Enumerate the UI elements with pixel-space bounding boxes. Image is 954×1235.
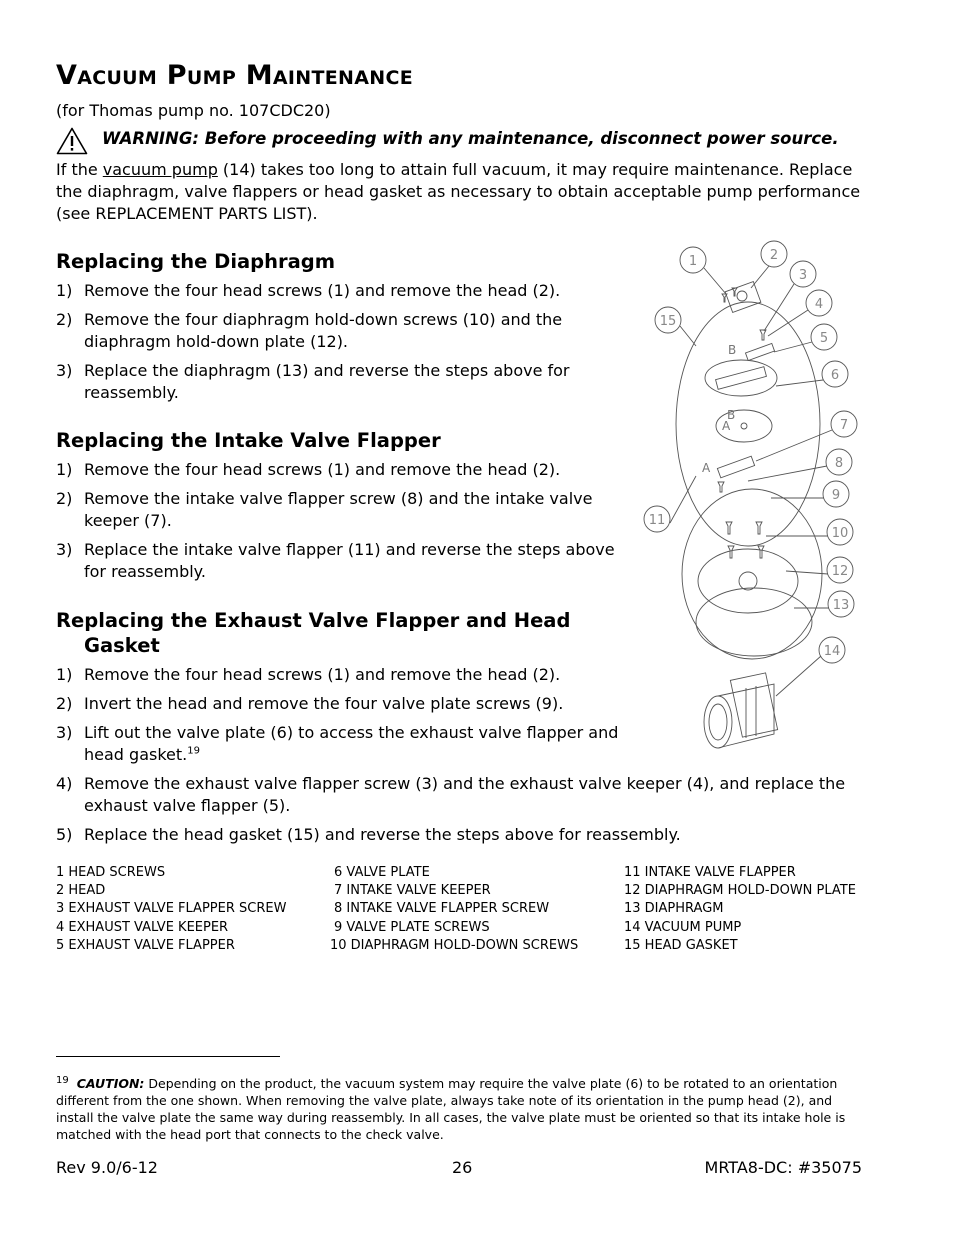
parts-list-col-3	[624, 864, 856, 955]
parts-list-item: 7 INTAKE VALVE KEEPER	[334, 883, 491, 899]
parts-list-item: 11 INTAKE VALVE FLAPPER	[624, 865, 796, 880]
parts-list-item: 13 DIAPHRAGM	[624, 901, 724, 917]
step-number: 2)	[56, 310, 73, 329]
warning-text: WARNING: Before proceeding with any maintenance, disconnect power source.	[102, 129, 839, 148]
section-heading: Replacing the Intake Valve Flapper	[56, 429, 441, 452]
warning-row	[56, 127, 896, 155]
step-item	[56, 459, 641, 481]
footnote-mark: 19	[56, 1075, 69, 1086]
step-text: Remove the four diaphragm hold-down screws (10) and the diaphragm hold-down plate (12).	[84, 310, 563, 351]
step-number: 4)	[56, 774, 73, 793]
step-number: 3)	[56, 723, 73, 742]
parts-list-item: 2 HEAD	[56, 883, 106, 899]
footnote-caution-label: CAUTION:	[76, 1076, 145, 1092]
section-intake-valve	[56, 428, 646, 590]
step-item	[56, 309, 601, 353]
step-item	[56, 664, 639, 686]
step-text: Remove the four head screws (1) and remove the head (2).	[84, 460, 561, 479]
step-item	[56, 773, 846, 817]
step-text: Replace the head gasket (15) and reverse the steps above for reassembly.	[84, 825, 681, 844]
step-text: Remove the exhaust valve flapper screw (3) and the exhaust valve keeper (4), and replace the exhaust valve flapper (5).	[84, 774, 846, 815]
step-number: 1)	[56, 281, 73, 300]
step-text: Invert the head and remove the four valve plate screws (9).	[84, 694, 564, 713]
step-item	[56, 722, 639, 766]
callout-label: 4	[814, 297, 824, 312]
step-number: 3)	[56, 361, 73, 380]
parts-list-item: 3 EXHAUST VALVE FLAPPER SCREW	[56, 901, 287, 917]
part-letter: B	[727, 408, 736, 422]
step-number: 2)	[56, 694, 73, 713]
section-heading: Replacing the Exhaust Valve Flapper and Head Gasket	[56, 609, 571, 657]
step-number: 1)	[56, 460, 73, 479]
vacuum-pump-link[interactable]: vacuum pump	[102, 160, 218, 179]
intro-text-after: (14) takes too long to attain full vacuum, it may require maintenance. Replace the diaphragm, valve flappers or head gasket as necessary to obtain acceptable pump performance (see REPLACEMENT PARTS LIST).	[56, 160, 861, 223]
callout-label: 3	[798, 268, 808, 283]
callout-label: 5	[819, 331, 829, 346]
footnote-reference[interactable]: 19	[187, 745, 200, 757]
part-letter: A	[702, 461, 711, 475]
parts-list-item: 1 HEAD SCREWS	[56, 865, 166, 880]
step-item	[56, 693, 639, 715]
parts-list-item: 12 DIAPHRAGM HOLD-DOWN PLATE	[624, 883, 856, 899]
callout-label: 8	[834, 456, 844, 471]
steps-list	[56, 459, 641, 583]
callout-label: 7	[839, 418, 849, 433]
step-item	[56, 280, 601, 302]
step-text: Replace the intake valve flapper (11) and reverse the steps above for reassembly.	[84, 540, 615, 581]
parts-list-item: 10 DIAPHRAGM HOLD-DOWN SCREWS	[330, 937, 579, 953]
callout-label: 14	[823, 644, 841, 659]
step-item	[56, 824, 846, 846]
footnote-text: Depending on the product, the vacuum system may require the valve plate (6) to be rotated to an orientation different from the one shown. When removing the valve plate, always take note of its orientation in the pump head (2), and install the valve plate the same way during reassembly. In all cases, the valve plate must be oriented so that its intake hole is matched with the head port that connects to the check valve.	[56, 1076, 846, 1143]
callout-label: 10	[831, 526, 849, 541]
part-letter: A	[722, 419, 731, 433]
callout-label: 6	[830, 368, 840, 383]
page-title: Vacuum Pump Maintenance	[56, 60, 413, 91]
parts-list-item: 9 VALVE PLATE SCREWS	[334, 919, 490, 935]
step-item	[56, 360, 601, 404]
intro-paragraph	[56, 159, 866, 225]
callout-label: 1	[688, 254, 698, 269]
step-text: Remove the four head screws (1) and remove the head (2).	[84, 281, 561, 300]
callout-label: 9	[831, 488, 841, 503]
step-number: 1)	[56, 665, 73, 684]
steps-list	[56, 280, 601, 404]
step-item	[56, 488, 641, 532]
page-subtitle: (for Thomas pump no. 107CDC20)	[56, 101, 331, 120]
footnote-divider	[56, 1056, 280, 1057]
callout-label: 15	[659, 314, 677, 329]
pump-exploded-diagram	[636, 236, 866, 756]
step-text: Remove the intake valve flapper screw (8) and the intake valve keeper (7).	[84, 489, 593, 530]
section-diaphragm	[56, 249, 636, 411]
footer-revision: Rev 9.0/6-12	[56, 1158, 158, 1177]
parts-list-item: 6 VALVE PLATE	[334, 865, 430, 880]
footer-document-id: MRTA8-DC: #35075	[704, 1158, 862, 1177]
parts-list-col-2	[330, 864, 578, 955]
step-number: 3)	[56, 540, 73, 559]
footnote	[56, 1072, 856, 1143]
parts-list-col-1	[56, 864, 286, 955]
part-letter: B	[728, 343, 737, 357]
callout-label: 12	[831, 564, 849, 579]
parts-list-item: 14 VACUUM PUMP	[624, 919, 742, 935]
parts-list-item: 8 INTAKE VALVE FLAPPER SCREW	[334, 901, 550, 917]
vacuum-pump-motor	[704, 673, 778, 748]
callout-label: 2	[769, 248, 779, 263]
parts-list-item: 15 HEAD GASKET	[624, 937, 738, 953]
footer-page-number: 26	[452, 1158, 473, 1177]
step-text: Remove the four head screws (1) and remove the head (2).	[84, 665, 561, 684]
step-number: 2)	[56, 489, 73, 508]
parts-list-item: 5 EXHAUST VALVE FLAPPER	[56, 937, 235, 953]
step-text: Replace the diaphragm (13) and reverse the steps above for reassembly.	[84, 361, 570, 402]
step-item	[56, 539, 641, 583]
intro-text-before: If the	[56, 160, 103, 179]
callout-label: 11	[648, 513, 666, 528]
warning-triangle-icon	[56, 127, 88, 155]
callout-label: 13	[832, 598, 850, 613]
parts-list-item: 4 EXHAUST VALVE KEEPER	[56, 919, 229, 935]
step-number: 5)	[56, 825, 73, 844]
section-heading: Replacing the Diaphragm	[56, 250, 336, 273]
step-text: Lift out the valve plate (6) to access the exhaust valve flapper and head gasket.	[84, 723, 619, 764]
